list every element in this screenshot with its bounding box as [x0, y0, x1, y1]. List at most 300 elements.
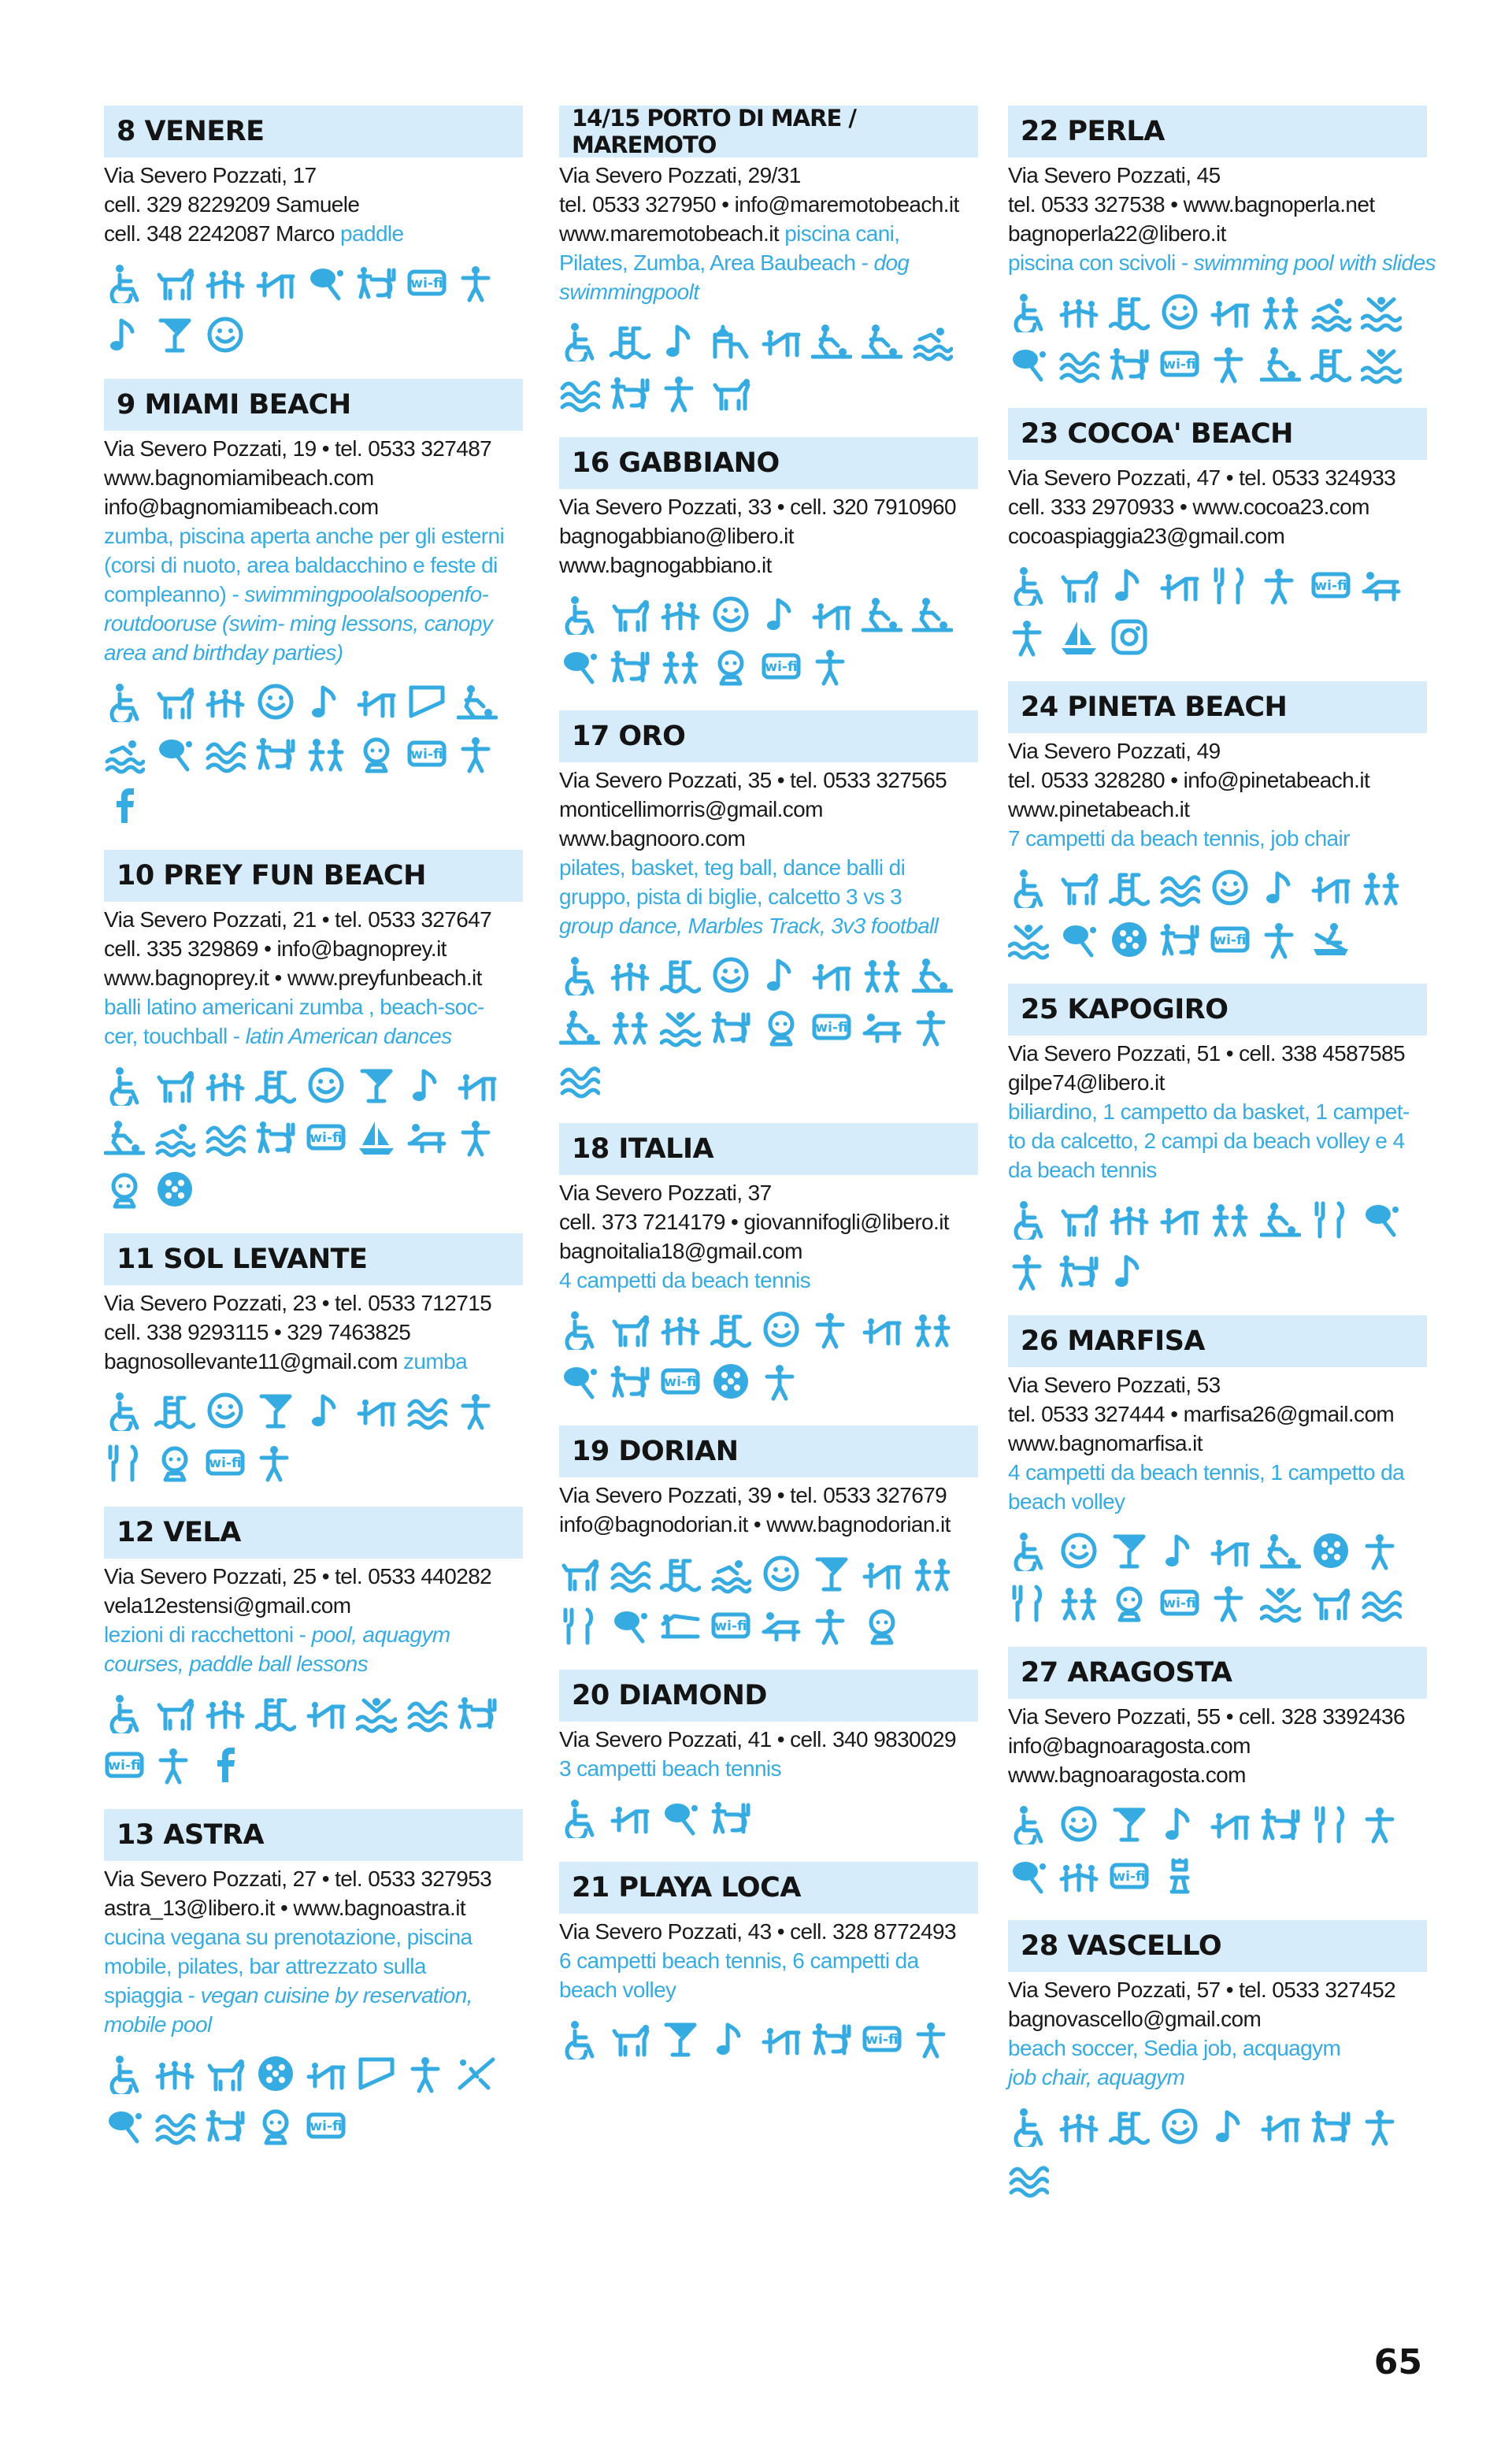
boat-icon — [1058, 617, 1099, 658]
slide-icon — [1210, 1804, 1251, 1844]
service-text: cer, touchball - — [104, 1024, 246, 1048]
detail-text: bagnoperla22@libero.it — [1008, 221, 1226, 246]
kids-icon — [1058, 1582, 1099, 1623]
service-note — [559, 1268, 810, 1292]
sunbed-icon — [406, 1117, 447, 1158]
amenity-icons — [559, 594, 978, 687]
slide-icon — [1159, 1199, 1200, 1240]
detail-line — [1008, 1702, 1427, 1731]
beach-tennis-icon — [559, 646, 600, 687]
detail-line — [1008, 1068, 1427, 1097]
detail-line — [104, 1981, 523, 2010]
entry-title: 14/15 PORTO DI MARE / MAREMOTO — [559, 106, 978, 158]
family-icon — [660, 1309, 701, 1350]
detail-line — [559, 1207, 978, 1236]
wifi-icon — [1109, 1855, 1150, 1896]
beach-tennis-icon — [610, 1605, 650, 1646]
service-text: (corsi di nuoto, area baldacchino e feste di — [104, 553, 498, 577]
detail-line — [1008, 521, 1427, 551]
detail-text: cell. 373 7214179 • giovannifogli@libero.it — [559, 1210, 949, 1234]
entry-title: 11 SOL LEVANTE — [104, 1233, 523, 1285]
detail-text: Via Severo Pozzati, 43 • cell. 328 8772493 — [559, 1919, 956, 1944]
svg-text:wi-fi: wi-fi — [714, 1618, 747, 1634]
service-text-english: job chair, aquagym — [1008, 2065, 1185, 2089]
svg-text:wi-fi: wi-fi — [1163, 357, 1196, 373]
svg-text:wi-fi: wi-fi — [765, 659, 798, 675]
amenity-icons — [559, 1309, 978, 1402]
volley-icon — [811, 1605, 852, 1646]
service-note — [1008, 2065, 1184, 2089]
family-icon — [205, 1692, 246, 1733]
amenity-icons — [1008, 1199, 1427, 1292]
music-icon — [1159, 1804, 1200, 1844]
amenity-icons — [1008, 291, 1427, 384]
detail-text: Via Severo Pozzati, 49 — [1008, 739, 1221, 763]
restaurant-icon — [1210, 565, 1251, 606]
smiley-icon — [205, 314, 246, 355]
detail-text: Via Severo Pozzati, 45 — [1008, 163, 1221, 187]
waves-icon — [559, 1058, 600, 1099]
amenity-icons — [559, 321, 978, 413]
volley-food-icon — [356, 262, 397, 303]
detail-text: Via Severo Pozzati, 21 • tel. 0533 327647 — [104, 907, 492, 932]
detail-text: tel. 0533 327444 • marfisa26@gmail.com — [1008, 1402, 1395, 1426]
svg-text:wi-fi: wi-fi — [209, 1455, 242, 1471]
volley-food-icon — [457, 1692, 498, 1733]
wheelchair-icon — [104, 262, 145, 303]
service-note — [104, 1983, 472, 2007]
svg-text:wi-fi: wi-fi — [1113, 1869, 1146, 1885]
service-note — [340, 221, 403, 246]
entry-title: 16 GABBIANO — [559, 437, 978, 489]
service-note — [1008, 1460, 1404, 1485]
service-text-english: swimmingpoolalsoopenfo- — [244, 582, 489, 606]
wifi-icon — [1210, 919, 1251, 960]
detail-line — [1008, 1458, 1427, 1487]
detail-line — [104, 1591, 523, 1620]
waves-icon — [559, 373, 600, 413]
svg-text:wi-fi: wi-fi — [664, 1374, 697, 1390]
slide-icon — [1159, 565, 1200, 606]
detail-line — [1008, 1039, 1427, 1068]
detail-line — [104, 580, 523, 609]
smiley-icon — [1058, 1530, 1099, 1571]
service-text-english: swimmingpoolt — [559, 280, 699, 304]
aquagym-icon — [356, 1692, 397, 1733]
family-icon — [205, 681, 246, 722]
boat-icon — [356, 1117, 397, 1158]
entry-details — [1008, 1367, 1427, 1516]
wifi-icon — [306, 1117, 346, 1158]
baby-icon — [104, 1169, 145, 1210]
entry-title: 21 PLAYA LOCA — [559, 1862, 978, 1914]
entry-title: 22 PERLA — [1008, 106, 1427, 158]
beach-entry — [1008, 681, 1427, 960]
volley-icon — [255, 1442, 296, 1483]
detail-line — [1008, 736, 1427, 766]
detail-line — [104, 1620, 523, 1649]
detail-line — [104, 934, 523, 963]
svg-text:wi-fi: wi-fi — [865, 2032, 899, 2048]
wheelchair-icon — [559, 321, 600, 361]
detail-text: info@bagnodorian.it • www.bagnodorian.it — [559, 1512, 951, 1537]
volley-food-icon — [1109, 343, 1150, 384]
service-note — [559, 1756, 781, 1781]
volley-icon — [1260, 919, 1301, 960]
volley-food-icon — [811, 2019, 852, 2059]
service-note — [104, 1954, 426, 1978]
waves-icon — [205, 1117, 246, 1158]
bocce-icon — [154, 1169, 195, 1210]
entry-title: 12 VELA — [104, 1507, 523, 1559]
service-text-english: dog — [873, 250, 910, 275]
beach-soccer-icon — [912, 594, 953, 635]
detail-text: tel. 0533 328280 • info@pinetabeach.it — [1008, 768, 1370, 792]
beach-tennis-icon — [154, 733, 195, 774]
service-text: 6 campetti beach tennis, 6 campetti da — [559, 1948, 919, 1973]
service-text: spiaggia - — [104, 1983, 201, 2007]
detail-text: www.bagnomarfisa.it — [1008, 1431, 1203, 1455]
dog-icon — [1058, 565, 1099, 606]
detail-line — [1008, 1155, 1427, 1184]
detail-text: www.bagnogabbiano.it — [559, 553, 772, 577]
detail-line — [104, 434, 523, 463]
wheelchair-icon — [1008, 1804, 1049, 1844]
detail-text: cell. 348 2242087 Marco — [104, 221, 335, 246]
detail-line — [559, 766, 978, 795]
smiley-icon — [710, 594, 751, 635]
slide-icon — [255, 262, 296, 303]
entry-title: 24 PINETA BEACH — [1008, 681, 1427, 733]
volley-icon — [154, 1744, 195, 1785]
detail-line — [559, 1178, 978, 1207]
entry-details — [1008, 1972, 1427, 2092]
wheelchair-icon — [559, 594, 600, 635]
detail-text: cell. 338 9293115 • 329 7463825 — [104, 1320, 411, 1344]
entry-title: 10 PREY FUN BEACH — [104, 850, 523, 902]
kids-icon — [1210, 1199, 1251, 1240]
beach-entry — [559, 437, 978, 687]
beach-entry — [104, 106, 523, 355]
restaurant-icon — [1310, 1804, 1351, 1844]
slide-icon — [761, 2019, 802, 2059]
detail-text: Via Severo Pozzati, 47 • tel. 0533 324933 — [1008, 465, 1396, 490]
wheelchair-icon — [1008, 291, 1049, 332]
aquagym-icon — [1008, 919, 1049, 960]
service-note — [559, 914, 938, 938]
cocktail-icon — [1109, 1804, 1150, 1844]
volley-food-icon — [610, 373, 650, 413]
music-icon — [1159, 1530, 1200, 1571]
family-icon — [205, 262, 246, 303]
swim-icon — [710, 1553, 751, 1594]
dog-icon — [610, 2019, 650, 2059]
detail-line — [1008, 161, 1427, 190]
waves-icon — [1008, 2158, 1049, 2199]
family-icon — [1109, 1199, 1150, 1240]
svg-text:wi-fi: wi-fi — [410, 276, 443, 291]
detail-line — [1008, 248, 1436, 277]
entry-details — [104, 1285, 523, 1376]
playground-icon — [710, 321, 751, 361]
wheelchair-icon — [1008, 867, 1049, 908]
detail-line — [1008, 463, 1427, 492]
amenity-icons — [1008, 2106, 1427, 2199]
detail-line — [104, 521, 523, 551]
entry-title: 8 VENERE — [104, 106, 523, 158]
wheelchair-icon — [104, 1692, 145, 1733]
beach-soccer-icon — [104, 1117, 145, 1158]
waves-icon — [406, 1692, 447, 1733]
detail-line — [1008, 766, 1427, 795]
aquagym-icon — [660, 1006, 701, 1047]
cocktail-icon — [660, 2019, 701, 2059]
beach-soccer-icon — [1260, 1530, 1301, 1571]
waves-icon — [1058, 343, 1099, 384]
dog-icon — [710, 373, 751, 413]
volley-icon — [1260, 565, 1301, 606]
service-note — [104, 611, 492, 636]
wifi-icon — [811, 1006, 852, 1047]
entry-title: 27 ARAGOSTA — [1008, 1647, 1427, 1699]
beach-soccer-icon — [559, 1006, 600, 1047]
volley-food-icon — [1310, 2106, 1351, 2147]
slide-icon — [811, 955, 852, 995]
service-note — [403, 1349, 467, 1373]
sunbed-icon — [862, 1006, 902, 1047]
wifi-icon — [1310, 565, 1351, 606]
smiley-icon — [205, 1390, 246, 1431]
beach-entry — [104, 379, 523, 826]
facebook-icon — [205, 1744, 246, 1785]
volley-icon — [406, 2053, 447, 2094]
waves-icon — [1361, 1582, 1402, 1623]
bocce-icon — [1310, 1530, 1351, 1571]
restaurant-icon — [104, 1442, 145, 1483]
detail-text: www.maremotobeach.it — [559, 221, 780, 246]
detail-line — [559, 1754, 978, 1783]
smiley-icon — [255, 681, 296, 722]
pool-icon — [255, 1065, 296, 1106]
detail-text: info@bagnoaragosta.com — [1008, 1733, 1251, 1758]
column-2 — [559, 106, 978, 2083]
baby-icon — [255, 2105, 296, 2146]
detail-line — [1008, 2063, 1427, 2092]
detail-line — [1008, 1126, 1427, 1155]
service-note — [1008, 250, 1436, 275]
volley-food-icon — [255, 733, 296, 774]
service-note — [784, 221, 899, 246]
dog-icon — [1058, 1199, 1099, 1240]
sunbed-icon — [1361, 565, 1402, 606]
detail-line — [1008, 190, 1427, 219]
amenity-icons — [559, 955, 978, 1099]
detail-line — [1008, 795, 1427, 824]
volley-food-icon — [1159, 919, 1200, 960]
slide-icon — [457, 1065, 498, 1106]
service-text-english: mobile pool — [104, 2012, 212, 2037]
svg-text:wi-fi: wi-fi — [815, 1020, 848, 1036]
beach-tennis-icon — [559, 1361, 600, 1402]
detail-text: Via Severo Pozzati, 41 • cell. 340 9830029 — [559, 1727, 956, 1752]
service-note — [104, 1925, 472, 1949]
detail-text: bagnosollevante11@gmail.com — [104, 1349, 398, 1373]
service-note — [104, 582, 488, 606]
volley-food-icon — [1260, 1804, 1301, 1844]
service-text: gruppo, pista di biglie, calcetto 3 vs 3 — [559, 884, 902, 909]
detail-line — [104, 1864, 523, 1893]
detail-text: cell. 333 2970933 • www.cocoa23.com — [1008, 495, 1369, 519]
volley-icon — [1210, 1582, 1251, 1623]
detail-line — [1008, 219, 1427, 248]
service-text: da beach tennis — [1008, 1158, 1157, 1182]
wheelchair-icon — [1008, 1199, 1049, 1240]
baby-icon — [761, 1006, 802, 1047]
amenity-icons — [104, 681, 523, 826]
pool-icon — [1310, 343, 1351, 384]
wheelchair-icon — [104, 681, 145, 722]
service-text: piscina con scivoli - — [1008, 250, 1194, 275]
service-text-english: area and birthday parties) — [104, 640, 343, 665]
service-text: cucina vegana su prenotazione, piscina — [104, 1925, 472, 1949]
beach-entry — [559, 1123, 978, 1402]
sunbed-icon — [761, 1605, 802, 1646]
baby-icon — [710, 646, 751, 687]
service-text: Pilates, Zumba, Area Baubeach - — [559, 250, 874, 275]
detail-line — [559, 277, 978, 306]
cocktail-icon — [811, 1553, 852, 1594]
bocce-icon — [710, 1361, 751, 1402]
service-text: lezioni di racchettoni - — [104, 1622, 312, 1647]
detail-line — [1008, 824, 1427, 853]
detail-line — [559, 190, 978, 219]
smiley-icon — [1159, 291, 1200, 332]
detail-text: cell. 329 8229209 Samuele — [104, 192, 360, 217]
beach-tennis-icon — [1008, 343, 1049, 384]
amenity-icons — [1008, 1530, 1427, 1623]
detail-text: Via Severo Pozzati, 19 • tel. 0533 327487 — [104, 436, 492, 461]
waves-icon — [1159, 867, 1200, 908]
volley-icon — [457, 262, 498, 303]
detail-line — [104, 1347, 523, 1376]
facebook-icon — [104, 785, 145, 826]
entry-title: 28 VASCELLO — [1008, 1920, 1427, 1972]
beach-tennis-icon — [1058, 919, 1099, 960]
beach-entry — [1008, 1920, 1427, 2199]
amenity-icons — [104, 1390, 523, 1483]
family-icon — [1058, 291, 1099, 332]
volley-icon — [811, 1309, 852, 1350]
volley-icon — [457, 1390, 498, 1431]
detail-line — [104, 1952, 523, 1981]
family-icon — [154, 2053, 195, 2094]
detail-text: Via Severo Pozzati, 55 • cell. 328 3392436 — [1008, 1704, 1405, 1729]
baby-icon — [862, 1605, 902, 1646]
slide-icon — [306, 2053, 346, 2094]
detail-line — [1008, 1487, 1427, 1516]
entry-details — [559, 489, 978, 580]
smiley-icon — [761, 1553, 802, 1594]
service-note — [1008, 1158, 1157, 1182]
volley-food-icon — [710, 1006, 751, 1047]
pool-icon — [660, 1553, 701, 1594]
detail-text: vela12estensi@gmail.com — [104, 1593, 351, 1618]
detail-line — [104, 463, 523, 492]
service-text-english: pool, aquagym — [311, 1622, 450, 1647]
detail-line — [104, 492, 523, 521]
beach-entry — [1008, 1647, 1427, 1896]
detail-line — [104, 905, 523, 934]
music-icon — [406, 1065, 447, 1106]
service-text: piscina cani, — [784, 221, 900, 246]
volley-icon — [1210, 343, 1251, 384]
waves-icon — [406, 1390, 447, 1431]
wifi-icon — [406, 262, 447, 303]
wheelchair-icon — [559, 1797, 600, 1838]
svg-text:wi-fi: wi-fi — [1214, 932, 1247, 948]
detail-line — [559, 882, 978, 911]
volley-icon — [1361, 2106, 1402, 2147]
beach-entry — [559, 1670, 978, 1838]
entry-details — [1008, 158, 1436, 277]
aquagym-icon — [1260, 1582, 1301, 1623]
beach-entry — [1008, 106, 1436, 384]
wifi-icon — [205, 1442, 246, 1483]
restaurant-icon — [559, 1605, 600, 1646]
detail-text: bagnogabbiano@libero.it — [559, 524, 794, 548]
pool-icon — [1109, 2106, 1150, 2147]
beach-tennis-icon — [1361, 1199, 1402, 1240]
beach-entry — [104, 1507, 523, 1785]
slide-icon — [356, 1390, 397, 1431]
detail-text: bagnoitalia18@gmail.com — [559, 1239, 802, 1263]
swim-icon — [912, 321, 953, 361]
amenity-icons — [1008, 1804, 1427, 1896]
detail-line — [104, 992, 523, 1021]
beach-tennis-icon — [306, 262, 346, 303]
kids-icon — [912, 1309, 953, 1350]
swim-icon — [154, 1117, 195, 1158]
slide-icon — [306, 1692, 346, 1733]
detail-line — [104, 963, 523, 992]
detail-line — [559, 492, 978, 521]
waves-icon — [610, 1553, 650, 1594]
entry-details — [104, 431, 523, 667]
family-icon — [660, 594, 701, 635]
detail-text: www.bagnoprey.it • www.preyfunbeach.it — [104, 966, 482, 990]
gym-icon — [356, 2053, 397, 2094]
volley-icon — [761, 1361, 802, 1402]
detail-line — [559, 1917, 978, 1946]
cocktail-icon — [154, 314, 195, 355]
dog-icon — [610, 1309, 650, 1350]
detail-line — [559, 1510, 978, 1539]
detail-line — [559, 824, 978, 853]
slide-icon — [811, 594, 852, 635]
dog-icon — [154, 681, 195, 722]
smiley-icon — [710, 955, 751, 995]
service-text: 4 campetti da beach tennis, 1 campetto da — [1008, 1460, 1405, 1485]
service-note — [104, 640, 343, 665]
entry-details — [104, 1559, 523, 1678]
entry-title: 19 DORIAN — [559, 1425, 978, 1477]
bocce-icon — [1109, 919, 1150, 960]
entry-title: 13 ASTRA — [104, 1809, 523, 1861]
service-text: beach soccer, Sedia job, acquagym — [1008, 2036, 1341, 2060]
music-icon — [104, 314, 145, 355]
pool-icon — [660, 955, 701, 995]
volley-icon — [912, 1006, 953, 1047]
